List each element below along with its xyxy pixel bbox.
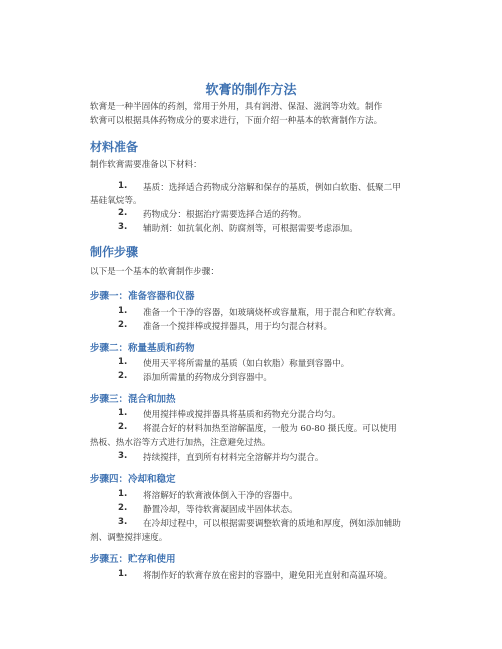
list-item: 使用搅拌棒或搅拌器具将基质和药物充分混合均匀。	[143, 410, 341, 420]
list-number: 2.	[118, 320, 128, 330]
list-item: 将混合好的材料加热至溶解温度，一般为 60-80 摄氏度。可以使用	[143, 424, 397, 434]
list-number: 1.	[118, 306, 128, 316]
list-item: 在冷却过程中，可以根据需要调整软膏的质地和厚度，例如添加辅助	[143, 519, 401, 529]
list-number: 1.	[118, 569, 128, 579]
list-number: 2.	[118, 208, 128, 218]
list-item-continuation: 基硅氧烷等。	[90, 196, 142, 206]
list-item: 药物成分：根据治疗需要选择合适的药物。	[143, 210, 307, 220]
list-number: 1.	[118, 181, 128, 191]
step-heading-4: 步骤四：冷却和稳定	[90, 474, 176, 485]
steps-lead: 以下是一个基本的软膏制作步骤：	[90, 267, 219, 277]
section-heading-materials: 材料准备	[90, 140, 139, 154]
list-number: 1.	[118, 408, 128, 418]
step-heading-5: 步骤五：贮存和使用	[90, 554, 176, 565]
list-item: 静置冷却，等待软膏凝固成半固体状态。	[143, 505, 298, 515]
intro-line-1: 软膏是一种半固体的药剂，常用于外用，具有润滑、保湿、滋润等功效。制作	[90, 102, 383, 112]
list-item: 基质：选择适合药物成分溶解和保存的基质，例如白软脂、低聚二甲	[143, 183, 401, 193]
page-title: 软膏的制作方法	[205, 83, 297, 98]
list-number: 2.	[118, 422, 128, 432]
list-number: 3.	[118, 451, 128, 461]
list-item-continuation: 剂、调整搅拌速度。	[90, 533, 168, 543]
list-number: 2.	[118, 503, 128, 513]
list-item: 准备一个干净的容器，如玻璃烧杯或容量瓶，用于混合和贮存软膏。	[143, 308, 401, 318]
list-number: 2.	[118, 371, 128, 381]
list-item: 将制作好的软膏存放在密封的容器中，避免阳光直射和高温环境。	[143, 571, 393, 581]
step-heading-1: 步骤一：准备容器和仪器	[90, 291, 195, 302]
list-item: 辅助剂：如抗氧化剂、防腐剂等，可根据需要考虑添加。	[143, 224, 358, 234]
list-item-continuation: 热板、热水浴等方式进行加热，注意避免过热。	[90, 438, 271, 448]
materials-lead: 制作软膏需要准备以下材料：	[90, 160, 202, 170]
list-item: 添加所需量的药物成分到容器中。	[143, 373, 272, 383]
list-item: 使用天平将所需量的基质（如白软脂）称量到容器中。	[143, 359, 350, 369]
list-number: 3.	[118, 517, 128, 527]
step-heading-3: 步骤三：混合和加热	[90, 394, 176, 405]
list-item: 持续搅拌，直到所有材料完全溶解并均匀混合。	[143, 453, 324, 463]
list-item: 将溶解好的软膏液体倒入干净的容器中。	[143, 491, 298, 501]
step-heading-2: 步骤二：称量基质和药物	[90, 343, 195, 354]
list-item: 准备一个搅拌棒或搅拌器具，用于均匀混合材料。	[143, 322, 333, 332]
intro-line-2: 软膏可以根据具体药物成分的要求进行，下面介绍一种基本的软膏制作方法。	[90, 116, 383, 126]
list-number: 1.	[118, 357, 128, 367]
list-number: 3.	[118, 222, 128, 232]
section-heading-steps: 制作步骤	[90, 245, 139, 259]
list-number: 1.	[118, 489, 128, 499]
